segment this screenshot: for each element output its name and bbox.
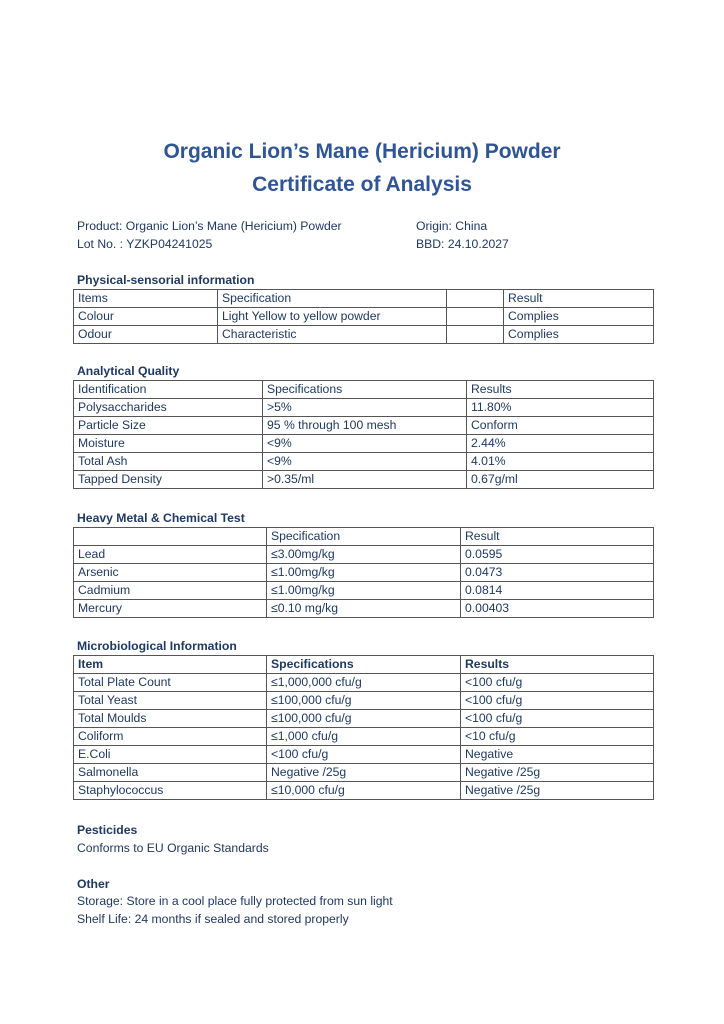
table-cell: Odour bbox=[74, 326, 218, 344]
table-cell: Result bbox=[504, 290, 654, 308]
table-cell: Staphylococcus bbox=[74, 782, 267, 800]
table-row bbox=[74, 471, 654, 489]
lot-number: Lot No. : YZKP04241025 bbox=[77, 237, 213, 251]
table-cell: 11.80% bbox=[467, 399, 654, 417]
table-cell: Conform bbox=[467, 417, 654, 435]
table-cell: Particle Size bbox=[74, 417, 263, 435]
physical-table bbox=[73, 289, 654, 344]
table-row bbox=[74, 782, 654, 800]
table-row bbox=[74, 326, 654, 344]
table-row bbox=[74, 674, 654, 692]
table-cell bbox=[447, 326, 504, 344]
table-cell: 0.67g/ml bbox=[467, 471, 654, 489]
table-cell: Tapped Density bbox=[74, 471, 263, 489]
document-title: Organic Lion’s Mane (Hericium) Powder bbox=[163, 140, 561, 163]
table-cell: ≤10,000 cfu/g bbox=[267, 782, 461, 800]
table-row bbox=[74, 692, 654, 710]
table-cell: <100 cfu/g bbox=[267, 746, 461, 764]
table-cell: Negative /25g bbox=[461, 782, 654, 800]
table-cell: 95 % through 100 mesh bbox=[263, 417, 467, 435]
table-cell bbox=[447, 290, 504, 308]
table-cell: ≤1.00mg/kg bbox=[267, 582, 461, 600]
pesticides-heading: Pesticides bbox=[77, 823, 138, 837]
table-cell: Negative bbox=[461, 746, 654, 764]
table-cell: Negative /25g bbox=[461, 764, 654, 782]
heavy-metal-heading: Heavy Metal & Chemical Test bbox=[77, 511, 245, 525]
table-row bbox=[74, 582, 654, 600]
table-cell: Light Yellow to yellow powder bbox=[218, 308, 447, 326]
table-row bbox=[74, 453, 654, 471]
table-cell: 2.44% bbox=[467, 435, 654, 453]
table-cell bbox=[74, 528, 267, 546]
table-cell: Total Ash bbox=[74, 453, 263, 471]
table-cell: Specifications bbox=[267, 656, 461, 674]
table-cell: Result bbox=[461, 528, 654, 546]
table-cell: Polysaccharides bbox=[74, 399, 263, 417]
table-cell: Salmonella bbox=[74, 764, 267, 782]
other-heading: Other bbox=[77, 877, 110, 891]
table-cell: Moisture bbox=[74, 435, 263, 453]
best-before-date: BBD: 24.10.2027 bbox=[416, 237, 509, 251]
table-cell: Cadmium bbox=[74, 582, 267, 600]
table-cell: Complies bbox=[504, 308, 654, 326]
table-cell: ≤3.00mg/kg bbox=[267, 546, 461, 564]
analytical-heading: Analytical Quality bbox=[77, 364, 180, 378]
table-cell: Negative /25g bbox=[267, 764, 461, 782]
table-cell: Lead bbox=[74, 546, 267, 564]
table-cell: <100 cfu/g bbox=[461, 710, 654, 728]
table-cell: <100 cfu/g bbox=[461, 674, 654, 692]
table-header-row bbox=[74, 656, 654, 674]
micro-heading: Microbiological Information bbox=[77, 639, 237, 653]
table-cell: Colour bbox=[74, 308, 218, 326]
table-cell: ≤1.00mg/kg bbox=[267, 564, 461, 582]
heavy-metal-table bbox=[73, 527, 654, 618]
table-row bbox=[74, 546, 654, 564]
table-cell: ≤0.10 mg/kg bbox=[267, 600, 461, 618]
table-row bbox=[74, 417, 654, 435]
table-cell: <10 cfu/g bbox=[461, 728, 654, 746]
table-cell: Results bbox=[461, 656, 654, 674]
table-cell: Items bbox=[74, 290, 218, 308]
table-cell: >5% bbox=[263, 399, 467, 417]
table-row bbox=[74, 600, 654, 618]
table-row bbox=[74, 308, 654, 326]
table-row bbox=[74, 435, 654, 453]
table-cell: <9% bbox=[263, 453, 467, 471]
shelf-life-text: Shelf Life: 24 months if sealed and stored properly bbox=[77, 912, 349, 926]
table-row bbox=[74, 728, 654, 746]
table-cell: E.Coli bbox=[74, 746, 267, 764]
table-cell: Total Plate Count bbox=[74, 674, 267, 692]
table-cell: Identification bbox=[74, 381, 263, 399]
table-row bbox=[74, 381, 654, 399]
table-cell: 0.00403 bbox=[461, 600, 654, 618]
table-row bbox=[74, 399, 654, 417]
table-cell: Mercury bbox=[74, 600, 267, 618]
table-cell bbox=[447, 308, 504, 326]
table-row bbox=[74, 746, 654, 764]
table-row bbox=[74, 710, 654, 728]
table-cell: ≤1,000,000 cfu/g bbox=[267, 674, 461, 692]
table-cell: 0.0814 bbox=[461, 582, 654, 600]
table-cell: Arsenic bbox=[74, 564, 267, 582]
analytical-table bbox=[73, 380, 654, 489]
micro-table bbox=[73, 655, 654, 800]
table-row bbox=[74, 564, 654, 582]
table-cell: Total Moulds bbox=[74, 710, 267, 728]
table-cell: Coliform bbox=[74, 728, 267, 746]
table-row bbox=[74, 290, 654, 308]
table-cell: 0.0595 bbox=[461, 546, 654, 564]
table-cell: Specifications bbox=[263, 381, 467, 399]
table-cell: <100 cfu/g bbox=[461, 692, 654, 710]
table-cell: Item bbox=[74, 656, 267, 674]
table-cell: <9% bbox=[263, 435, 467, 453]
table-cell: Complies bbox=[504, 326, 654, 344]
table-cell: Specification bbox=[218, 290, 447, 308]
table-cell: 4.01% bbox=[467, 453, 654, 471]
pesticides-text: Conforms to EU Organic Standards bbox=[77, 841, 269, 855]
table-row bbox=[74, 528, 654, 546]
table-cell: ≤100,000 cfu/g bbox=[267, 710, 461, 728]
table-cell: Total Yeast bbox=[74, 692, 267, 710]
table-row bbox=[74, 764, 654, 782]
table-cell: ≤100,000 cfu/g bbox=[267, 692, 461, 710]
table-cell: Results bbox=[467, 381, 654, 399]
table-cell: Characteristic bbox=[218, 326, 447, 344]
product-name: Product: Organic Lion’s Mane (Hericium) Powder bbox=[77, 219, 342, 233]
table-cell: >0.35/ml bbox=[263, 471, 467, 489]
table-cell: 0.0473 bbox=[461, 564, 654, 582]
storage-text: Storage: Store in a cool place fully protected from sun light bbox=[77, 894, 393, 908]
table-cell: Specification bbox=[267, 528, 461, 546]
table-cell: ≤1,000 cfu/g bbox=[267, 728, 461, 746]
physical-heading: Physical-sensorial information bbox=[77, 273, 255, 287]
origin: Origin: China bbox=[416, 219, 488, 233]
document-subtitle: Certificate of Analysis bbox=[252, 173, 472, 196]
